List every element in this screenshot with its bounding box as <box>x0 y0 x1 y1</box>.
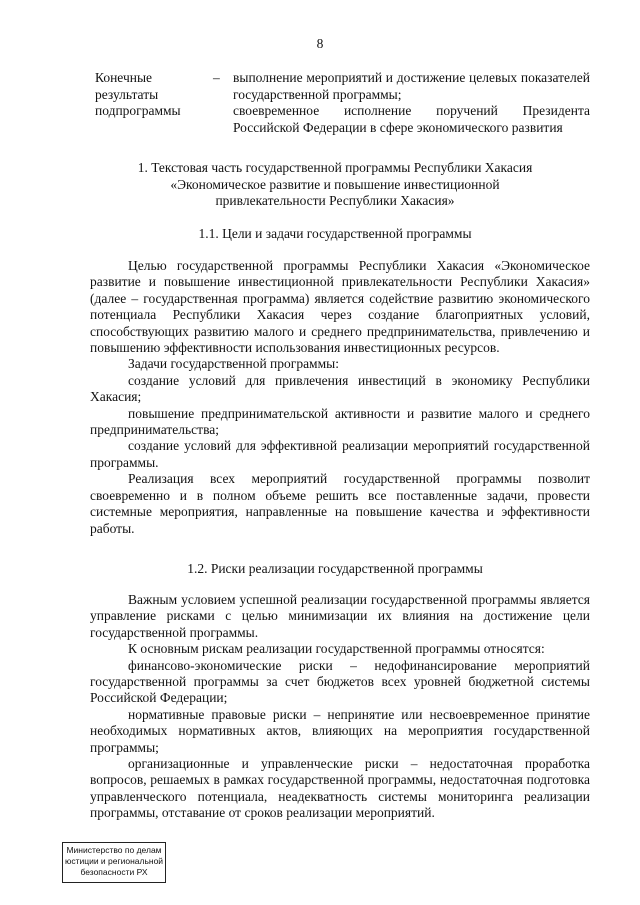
section-1-title-line: «Экономическое развитие и повышение инвестиционной <box>170 176 500 192</box>
summary-item: выполнение мероприятий и достижение целевых показателей государственной программы; <box>233 70 590 102</box>
summary-label-line: Конечные <box>95 70 153 85</box>
section-1-1-title: 1.1. Цели и задачи государственной программы <box>198 226 472 241</box>
paragraph: Целью государственной программы Республики Хакасия «Экономическое развитие и повышение инвестиционной привлекательности Республики Хакасия» (далее – государственная программа) является содействие развитию экономического потенциала Республики Хакасия через создание благоприятных условий, способствующих развитию малого и среднего предпринимательства, привлечению и повышению эффективности использования инвестиционных ресурсов. <box>90 258 590 356</box>
stamp-line: безопасности РХ <box>80 867 148 877</box>
paragraph: Важным условием успешной реализации государственной программы является управление рисками с целью минимизации их влияния на достижение цели государственной программы. <box>90 592 590 640</box>
ministry-stamp <box>62 842 166 883</box>
paragraph: Задачи государственной программы: <box>128 356 339 372</box>
summary-label-line: подпрограммы <box>95 103 181 118</box>
summary-content <box>233 70 590 136</box>
paragraph: создание условий для привлечения инвестиций в экономику Республики Хакасия; <box>90 372 590 405</box>
paragraph: финансово-экономические риски – недофинансирование мероприятий государственной программы за счет бюджетов всех уровней бюджетной системы Российской Федерации; <box>90 657 590 706</box>
paragraph: К основным рискам реализации государственной программы относятся: <box>128 641 545 657</box>
paragraph: повышение предпринимательской активности и развитие малого и среднего предпринимательства; <box>90 405 590 438</box>
section-1-title <box>70 160 600 210</box>
paragraph: создание условий для эффективной реализации мероприятий государственной программы. <box>90 438 590 470</box>
section-1-title-line: 1. Текстовая часть государственной программы Республики Хакасия <box>137 160 533 175</box>
summary-item: своевременное исполнение поручений Президента Российской Федерации в сфере экономического развития <box>233 103 590 135</box>
stamp-line: юстиции и региональной <box>64 856 164 866</box>
summary-label <box>95 70 213 136</box>
summary-block <box>95 70 590 136</box>
page-number: 8 <box>316 36 324 51</box>
section-1-title-line: привлекательности Республики Хакасия» <box>215 193 455 208</box>
paragraph: нормативные правовые риски – непринятие или несвоевременное принятие необходимых нормативных актов, влияющих на мероприятия государственной программы; <box>90 706 590 755</box>
summary-dash: – <box>213 70 220 85</box>
summary-label-line: результаты <box>95 86 159 102</box>
section-1-2-body <box>90 592 590 822</box>
paragraph: Реализация всех мероприятий государственной программы позволит своевременно и в полном объеме решить все поставленные задачи, провести системные мероприятия, направленные на повышение качества и эффективности работы. <box>90 471 590 536</box>
section-1-2-title: 1.2. Риски реализации государственной программы <box>187 561 483 576</box>
paragraph: организационные и управленческие риски – недостаточная проработка вопросов, решаемых в рамках государственной программы, недостаточная подготовка управленческого потенциала, неадекватность системы мониторинга реализации программы, отставание от сроков реализации мероприятий. <box>90 756 590 821</box>
section-1-1-body <box>90 258 590 537</box>
stamp-line: Министерство по делам <box>66 845 162 855</box>
